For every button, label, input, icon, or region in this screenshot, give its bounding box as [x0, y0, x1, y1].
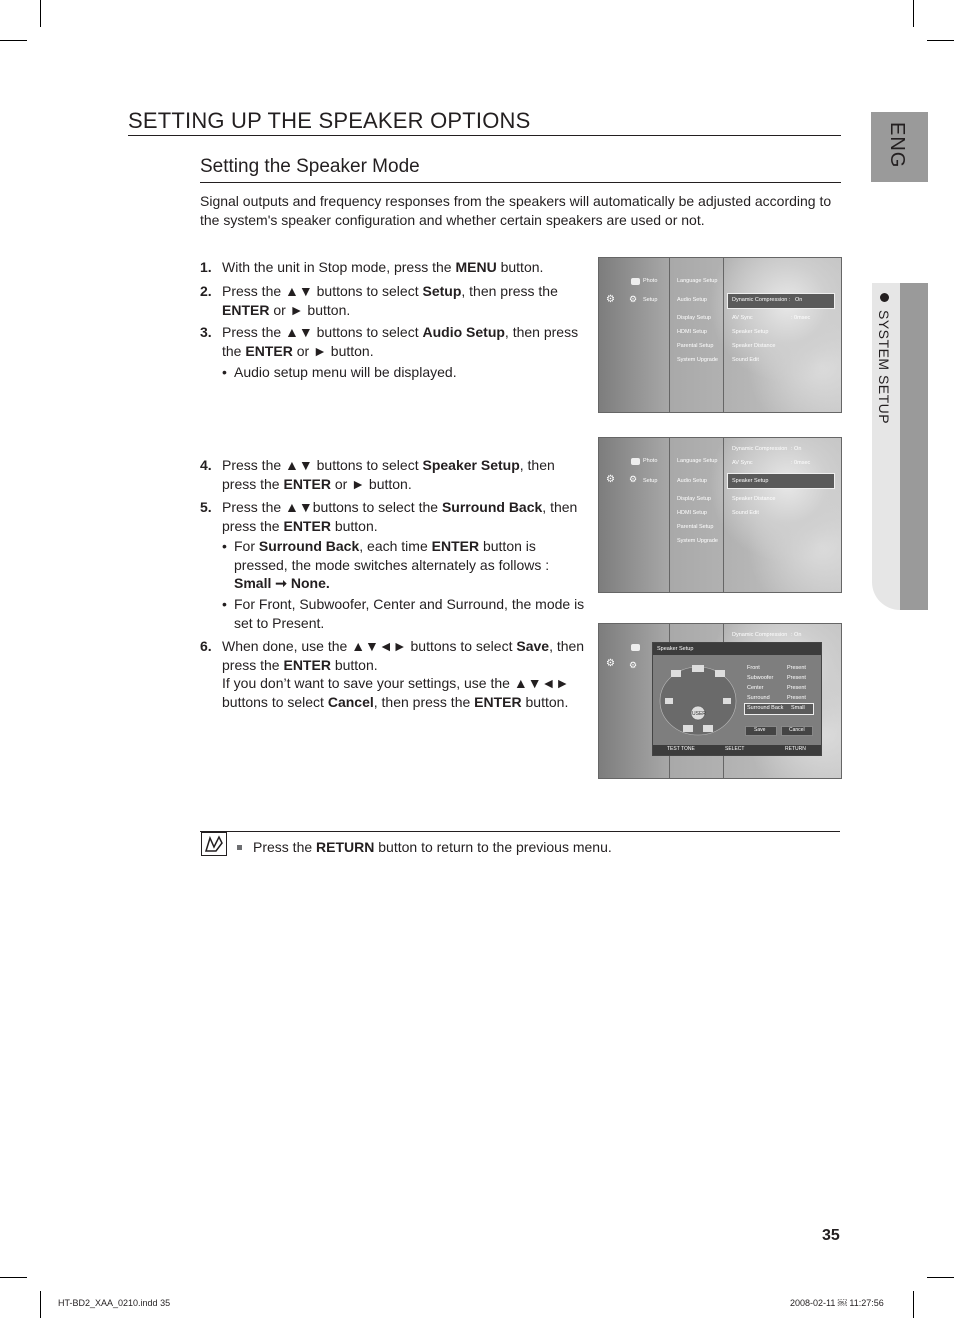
option-label: Dynamic Compression :: [732, 297, 791, 303]
bullet-text: For Surround Back, each time ENTER button is pressed, the mode switches alternately as follows : Small ➞ None.: [234, 538, 550, 591]
submenu-item: Parental Setup: [677, 524, 714, 530]
footer-file: HT-BD2_XAA_0210.indd 35: [58, 1298, 171, 1308]
option-value: : 0msec: [791, 460, 811, 466]
speaker-icon: [692, 665, 704, 672]
crop-mark: [913, 0, 914, 27]
crop-mark: [927, 1277, 954, 1278]
option-label: Speaker Setup: [732, 478, 769, 484]
speaker-icon: [703, 725, 713, 732]
step-2: [200, 282, 580, 322]
language-tab: [871, 112, 928, 182]
note-bullet-icon: [237, 845, 242, 850]
step-text: Press the ▲▼ buttons to select Audio Setup, then press the ENTER or ► button.: [222, 324, 579, 359]
title-rule: [128, 135, 841, 136]
step-number: 5.: [200, 499, 212, 515]
option-label: AV Sync: [732, 460, 753, 466]
speaker-row-label: Center: [747, 685, 764, 691]
section-rule: [200, 182, 841, 183]
option-value: : 0msec: [791, 315, 811, 321]
speaker-row-label: Surround: [747, 695, 770, 701]
step-4: [200, 456, 585, 496]
user-label: USER: [692, 711, 706, 717]
speaker-setup-popup: [652, 642, 822, 756]
crop-mark: [927, 40, 954, 41]
photo-icon: [631, 458, 640, 465]
submenu-item: HDMI Setup: [677, 329, 707, 335]
page-title: SETTING UP THE SPEAKER OPTIONS: [128, 108, 531, 133]
step-text: With the unit in Stop mode, press the MENU button.: [222, 259, 544, 275]
speaker-row-label: Front: [747, 665, 760, 671]
footer-timestamp: 2008-02-11 ￼ 11:27:56: [790, 1298, 884, 1308]
speaker-icon: [723, 698, 731, 704]
submenu-item: Audio Setup: [677, 478, 707, 484]
gear-icon: ⚙: [629, 474, 638, 484]
gear-icon: ⚙: [606, 474, 615, 485]
bullet-text: For Front, Subwoofer, Center and Surround, the mode is set to Present.: [234, 596, 585, 631]
bullet-text: Audio setup menu will be displayed.: [234, 364, 457, 380]
step-3: [200, 323, 580, 363]
submenu-item: Language Setup: [677, 278, 718, 284]
popup-save-label: Save: [754, 727, 766, 733]
step-1: [200, 258, 580, 278]
submenu-item: Language Setup: [677, 458, 718, 464]
speaker-icon: [683, 725, 693, 732]
photo-icon: [631, 278, 640, 285]
step-6: [200, 637, 585, 713]
screenshot-speaker-setup: [598, 437, 842, 593]
popup-title: Speaker Setup: [657, 646, 694, 652]
footer-return: RETURN: [785, 746, 806, 752]
menu-photo: Photo: [643, 458, 658, 464]
section-tab-strip: [900, 283, 928, 610]
speaker-row-value: Present: [787, 675, 806, 681]
section-tab-label: SYSTEM SETUP: [876, 293, 892, 424]
option-label: Sound Edit: [732, 357, 759, 363]
section-title: Setting the Speaker Mode: [200, 156, 420, 177]
step-text: Press the ▲▼ buttons to select Speaker Setup, then press the ENTER or ► button.: [222, 457, 555, 492]
step-text: Press the ▲▼ buttons to select Setup, then press the ENTER or ► button.: [222, 283, 558, 318]
speaker-row-value: Present: [787, 695, 806, 701]
bullet-icon: [880, 293, 889, 302]
bullet-item: • Audio setup menu will be displayed.: [222, 363, 582, 383]
bullet-item: • For Surround Back, each time ENTER button is pressed, the mode switches alternately as follows : Small ➞ None.: [222, 537, 587, 595]
speaker-layout-diagram: [655, 657, 741, 741]
submenu-item: System Upgrade: [677, 538, 718, 544]
speaker-icon: [715, 670, 725, 677]
submenu-item: Display Setup: [677, 496, 711, 502]
crop-mark: [40, 1291, 41, 1318]
speaker-row-value: Present: [787, 685, 806, 691]
submenu-item: Parental Setup: [677, 343, 714, 349]
option-label: Sound Edit: [732, 510, 759, 516]
step-number: 3.: [200, 324, 212, 340]
submenu-item: Display Setup: [677, 315, 711, 321]
popup-cancel-label: Cancel: [789, 727, 805, 733]
step-number: 2.: [200, 283, 212, 299]
submenu-item: Audio Setup: [677, 297, 707, 303]
page-number: 35: [822, 1227, 840, 1244]
menu-setup: Setup: [643, 297, 658, 303]
option-value: On: [795, 297, 803, 303]
footer-test-tone: TEST TONE: [667, 746, 695, 752]
bullet-item: • For Front, Subwoofer, Center and Surround, the mode is set to Present.: [222, 595, 587, 635]
speaker-row-label: Surround Back: [747, 705, 784, 711]
step-text: Press the ▲▼buttons to select the Surround Back, then press the ENTER button.: [222, 499, 578, 534]
option-value: : On: [791, 632, 802, 638]
crop-mark: [40, 0, 41, 27]
step-number: 4.: [200, 457, 212, 473]
gear-icon: ⚙: [629, 294, 638, 304]
option-value: : On: [791, 446, 802, 452]
step-text: When done, use the ▲▼◄► buttons to select Save, then press the ENTER button. If you don’t want to save your settings, use the ▲▼◄► buttons to select Cancel, then press the ENTER button.: [222, 638, 585, 710]
intro-paragraph: Signal outputs and frequency responses from the speakers will automatically be adjusted according to the system's speaker configuration and whether certain speakers are used or not.: [200, 193, 832, 228]
gear-icon: ⚙: [629, 660, 638, 670]
speaker-icon: [671, 670, 681, 677]
note-text: Press the RETURN button to return to the previous menu.: [253, 839, 612, 855]
step-number: 1.: [200, 259, 212, 275]
speaker-row-value: Present: [787, 665, 806, 671]
option-label: Dynamic Compression: [732, 632, 788, 638]
screenshot-audio-setup: [598, 257, 842, 413]
menu-setup: Setup: [643, 478, 658, 484]
submenu-item: System Upgrade: [677, 357, 718, 363]
menu-photo: Photo: [643, 278, 658, 284]
note-rule: [200, 831, 840, 832]
gear-icon: ⚙: [606, 658, 615, 669]
option-label: Dynamic Compression: [732, 446, 788, 452]
speaker-row-label: Subwoofer: [747, 675, 774, 681]
gear-icon: ⚙: [606, 294, 615, 305]
photo-icon: [631, 644, 640, 651]
option-label: Speaker Setup: [732, 329, 769, 335]
footer-select: SELECT: [725, 746, 745, 752]
crop-mark: [0, 40, 27, 41]
crop-mark: [0, 1277, 27, 1278]
step-number: 6.: [200, 638, 212, 654]
note-pen-icon: [201, 832, 227, 856]
step-5: [200, 498, 585, 538]
crop-mark: [913, 1291, 914, 1318]
option-label: Speaker Distance: [732, 343, 776, 349]
language-tab-label: ENG: [886, 122, 908, 169]
speaker-row-value: Small: [791, 705, 805, 711]
speaker-icon: [665, 698, 673, 704]
option-label: Speaker Distance: [732, 496, 776, 502]
submenu-item: HDMI Setup: [677, 510, 707, 516]
option-label: AV Sync: [732, 315, 753, 321]
